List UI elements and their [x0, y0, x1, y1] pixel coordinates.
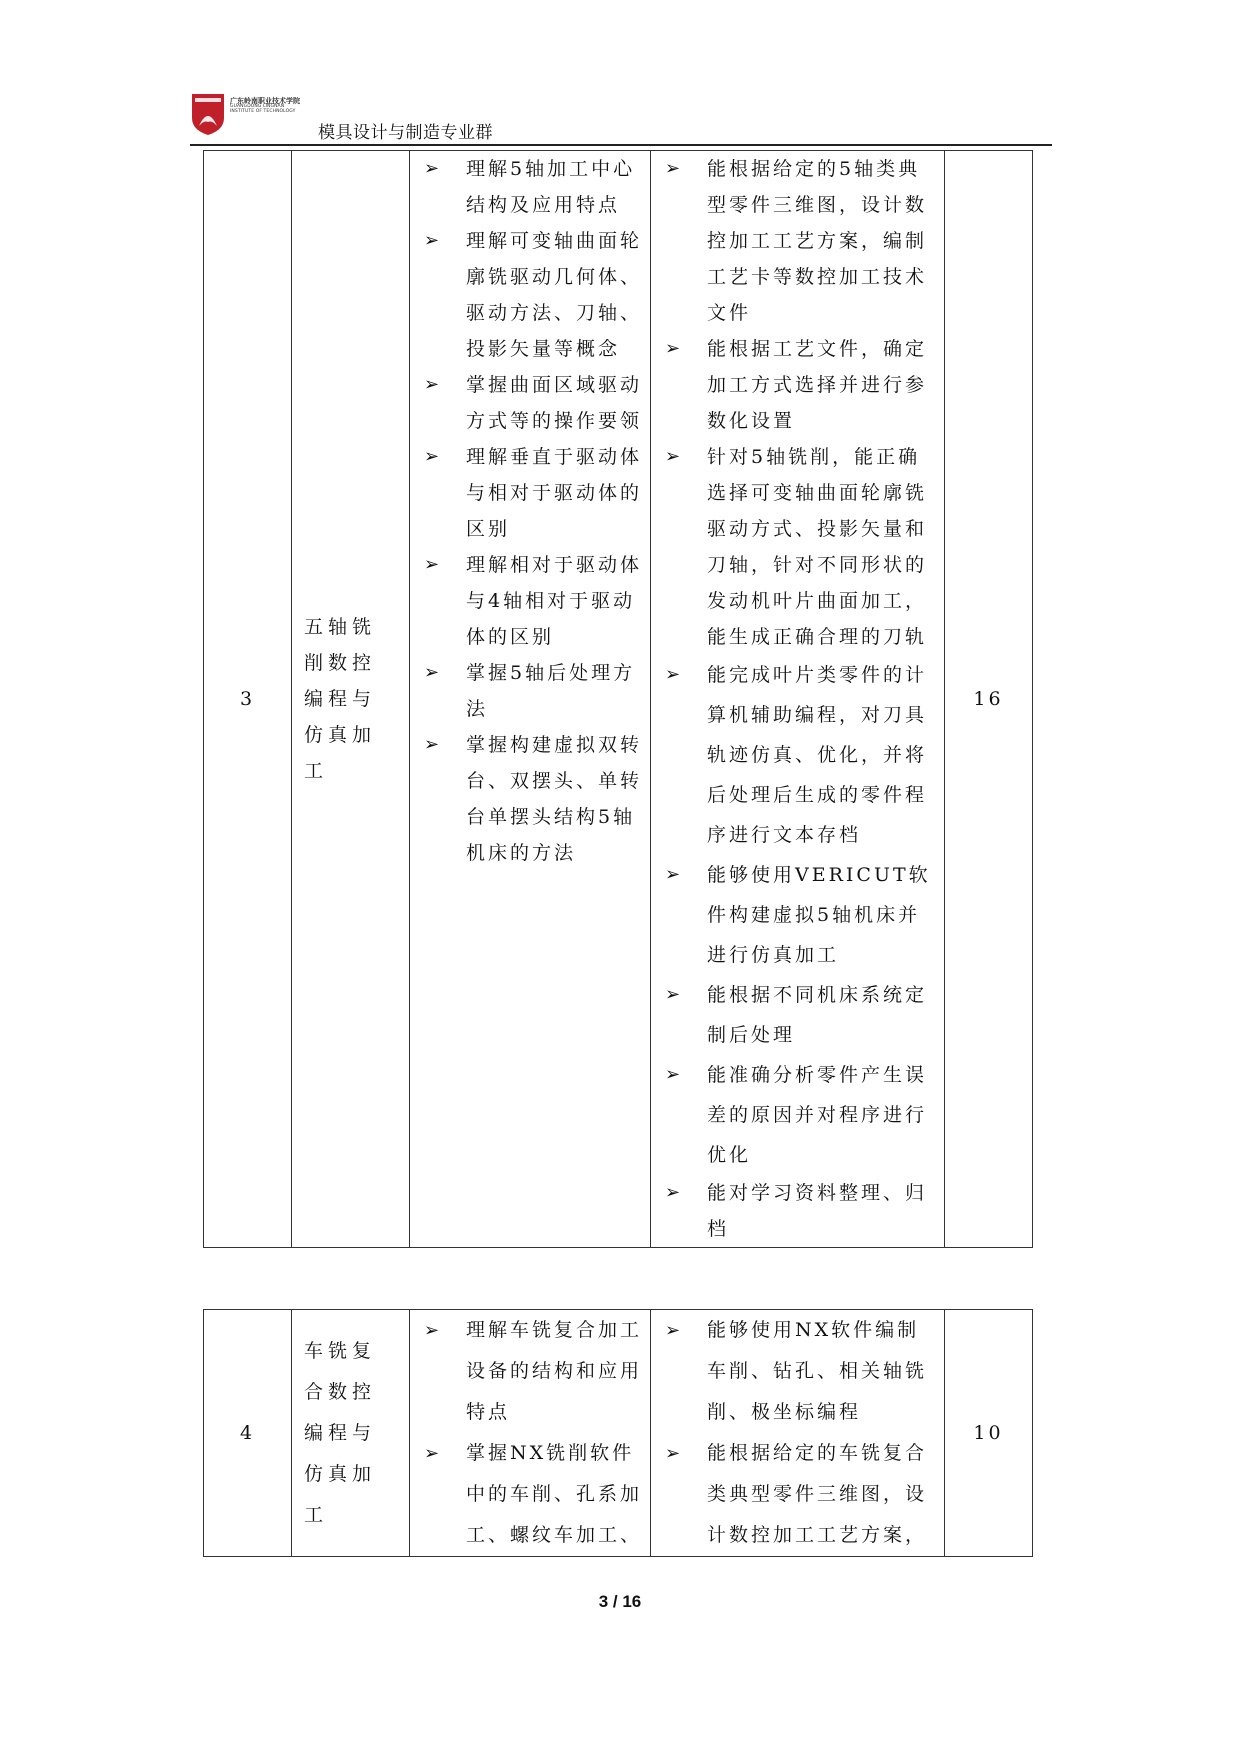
list-item-text: 理解5轴加工中心结构及应用特点 — [466, 158, 636, 216]
arrow-bullet-icon: ➢ — [424, 554, 440, 575]
arrow-bullet-icon: ➢ — [665, 446, 681, 467]
list-item-text: 理解相对于驱动体与4轴相对于驱动体的区别 — [466, 554, 643, 648]
list-item — [651, 655, 944, 855]
list-item-text: 理解垂直于驱动体与相对于驱动体的区别 — [466, 446, 643, 540]
list-item-text: 能根据给定的5轴类典型零件三维图，设计数控加工工艺方案，编制工艺卡等数控加工技术文件 — [707, 158, 928, 324]
list-item-text: 能准确分析零件产生误差的原因并对程序进行优化 — [707, 1064, 928, 1166]
page-number: 3 / 16 — [598, 1592, 642, 1611]
list-item — [410, 547, 650, 655]
list-item-text: 理解车铣复合加工设备的结构和应用特点 — [466, 1319, 643, 1423]
school-logo-icon — [190, 92, 226, 136]
list-item-text: 能根据给定的车铣复合类典型零件三维图，设计数控加工工艺方案， — [707, 1442, 928, 1546]
list-item — [410, 223, 650, 367]
arrow-bullet-icon: ➢ — [665, 1320, 681, 1341]
list-item — [651, 1055, 944, 1175]
page-header — [190, 88, 1052, 146]
list-item — [651, 151, 944, 331]
arrow-bullet-icon: ➢ — [424, 662, 440, 683]
skills-list — [651, 151, 944, 1247]
list-item-text: 掌握曲面区域驱动方式等的操作要领 — [466, 374, 643, 432]
knowledge-list — [410, 151, 650, 871]
course-table-row-3 — [203, 150, 1033, 1248]
hours-cell: 16 — [945, 151, 1033, 1248]
list-item-text: 针对5轴铣削，能正确选择可变轴曲面轮廓铣驱动方式、投影矢量和刀轴，针对不同形状的发动机叶片曲面加工，能生成正确合理的刀轨 — [707, 446, 928, 648]
list-item — [651, 439, 944, 655]
list-item-text: 能完成叶片类零件的计算机辅助编程，对刀具轨迹仿真、优化，并将后处理后生成的零件程序进行文本存档 — [707, 664, 928, 846]
row-number: 4 — [204, 1310, 292, 1557]
list-item — [651, 331, 944, 439]
list-item — [410, 727, 650, 871]
list-item — [410, 367, 650, 439]
arrow-bullet-icon: ➢ — [424, 734, 440, 755]
course-name: 车铣复合数控编程与仿真加工 — [292, 1310, 410, 1557]
logo-school-name: 广东岭南职业技术学院 — [230, 97, 300, 105]
course-table-row-4 — [203, 1309, 1033, 1557]
arrow-bullet-icon: ➢ — [424, 446, 440, 467]
list-item-text: 能够使用VERICUT软件构建虚拟5轴机床并进行仿真加工 — [707, 864, 931, 966]
logo-text — [230, 98, 300, 115]
table-row — [204, 151, 1033, 1248]
knowledge-cell — [410, 151, 651, 1248]
course-name: 五轴铣削数控编程与仿真加工 — [292, 151, 410, 1248]
arrow-bullet-icon: ➢ — [665, 1182, 681, 1203]
logo-english-line1: GUANGDONG LINGNAN — [230, 104, 285, 110]
arrow-bullet-icon: ➢ — [665, 1443, 681, 1464]
list-item — [651, 1310, 944, 1433]
arrow-bullet-icon: ➢ — [424, 1443, 440, 1464]
arrow-bullet-icon: ➢ — [665, 158, 681, 179]
hours-cell: 10 — [945, 1310, 1033, 1557]
knowledge-list — [410, 1310, 650, 1556]
list-item-text: 能根据工艺文件，确定加工方式选择并进行参数化设置 — [707, 338, 928, 432]
arrow-bullet-icon: ➢ — [424, 374, 440, 395]
skills-list — [651, 1310, 944, 1556]
list-item — [410, 151, 650, 223]
header-title: 模具设计与制造专业群 — [318, 123, 493, 143]
list-item-text: 掌握5轴后处理方法 — [466, 662, 636, 720]
row-number: 3 — [204, 151, 292, 1248]
list-item-text: 能够使用NX软件编制车削、钻孔、相关轴铣削、极坐标编程 — [707, 1319, 928, 1423]
list-item — [410, 439, 650, 547]
list-item-text: 能根据不同机床系统定制后处理 — [707, 984, 928, 1046]
list-item — [651, 1433, 944, 1556]
arrow-bullet-icon: ➢ — [665, 864, 681, 885]
table-row — [204, 1310, 1033, 1557]
skills-cell — [651, 1310, 945, 1557]
list-item-text: 掌握NX铣削软件中的车削、孔系加工、螺纹车加工、 — [466, 1442, 643, 1546]
arrow-bullet-icon: ➢ — [665, 338, 681, 359]
list-item — [651, 1175, 944, 1247]
skills-cell — [651, 151, 945, 1248]
list-item — [410, 655, 650, 727]
list-item — [410, 1310, 650, 1433]
list-item-text: 掌握构建虚拟双转台、双摆头、单转台单摆头结构5轴机床的方法 — [466, 734, 643, 864]
arrow-bullet-icon: ➢ — [424, 230, 440, 251]
arrow-bullet-icon: ➢ — [665, 984, 681, 1005]
list-item — [651, 975, 944, 1055]
list-item — [651, 855, 944, 975]
list-item-text: 理解可变轴曲面轮廓铣驱动几何体、驱动方法、刀轴、投影矢量等概念 — [466, 230, 643, 360]
knowledge-cell — [410, 1310, 651, 1557]
arrow-bullet-icon: ➢ — [424, 158, 440, 179]
arrow-bullet-icon: ➢ — [424, 1320, 440, 1341]
arrow-bullet-icon: ➢ — [665, 664, 681, 685]
arrow-bullet-icon: ➢ — [665, 1064, 681, 1085]
logo-english-line2: INSTITUTE OF TECHNOLOGY — [230, 109, 296, 115]
list-item — [410, 1433, 650, 1556]
list-item-text: 能对学习资料整理、归档 — [707, 1182, 928, 1240]
